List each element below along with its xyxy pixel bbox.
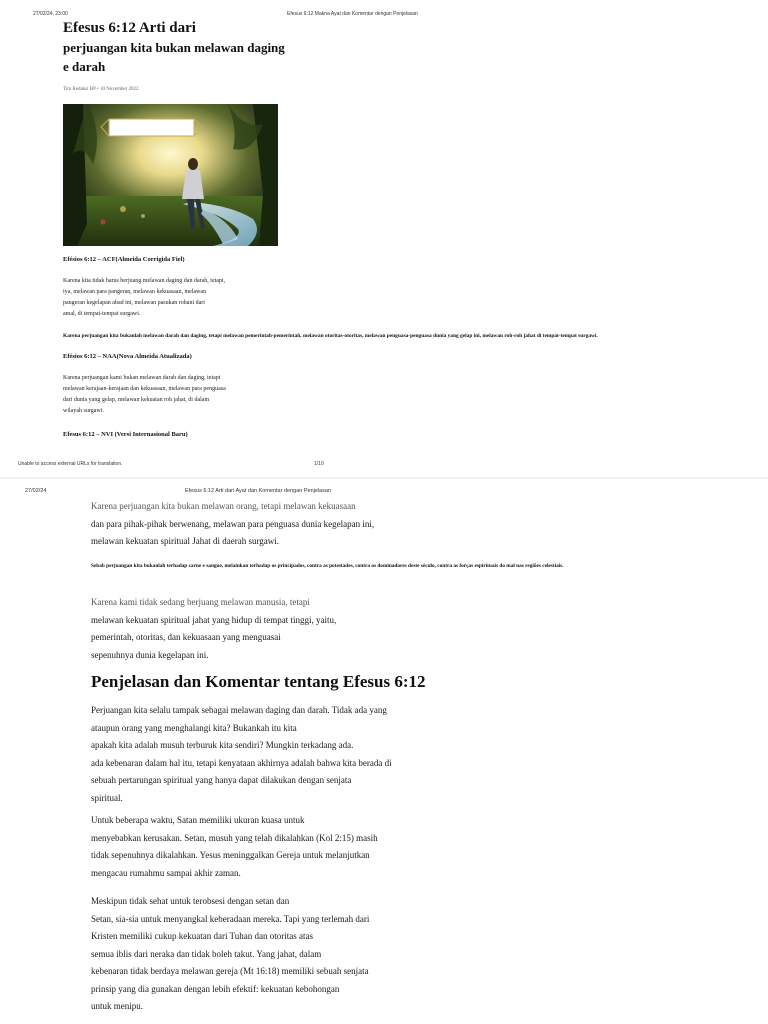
text-line: Karena perjuangan kami bukan melawan darah dan daging, tetapi	[63, 375, 221, 381]
paragraph-naa	[63, 373, 293, 417]
text-line: melawan kekuatan spiritual Jahat di daerah surgawi.	[91, 536, 280, 546]
text-line: dari dunia yang gelap, melawan kekuatan roh jahat, di dalam	[63, 397, 210, 403]
text-line: menyebabkan kerusakan. Setan, musuh yang telah dikalahkan (Kol 2:15) masih	[91, 832, 378, 843]
text-line: sebuah pertarungan spiritual yang hanya dapat dilakukan dengan senjata	[91, 775, 352, 785]
text-line: Meskipun tidak sehat untuk terobsesi dengan setan dan	[91, 896, 290, 906]
text-line: amal, di tempat-tempat surgawi.	[63, 311, 141, 317]
version-heading-acf: Efésios 6:12 – ACF(Almeida Corrigida Fiel)	[63, 256, 185, 263]
text-line: semua iblis dari neraka dan tidak boleh takut. Yang jahat, dalam	[91, 948, 322, 959]
bold-verse-line-2: Sebab perjuangan kita bukanlah terhadap carne e sangue, melainkan terhadap os principados, contra as potestades, contra os dominadores deste século, contra as forças espirituais do mal nas regiões celestiais.	[91, 563, 564, 569]
paragraph-nvi	[91, 498, 471, 551]
title-line-2: perjuangan kita bukan melawan daging	[63, 40, 285, 55]
text-line: pemerintah, otoritas, dan kekuasaan yang menguasai	[91, 632, 281, 642]
paragraph-5	[91, 812, 471, 882]
text-line: wilayah surgawi.	[63, 408, 104, 414]
text-line: tidak sepenuhnya dikalahkan. Yesus meninggalkan Gereja untuk melanjutkan	[91, 850, 370, 860]
title-line-1: Efesus 6:12 Arti dari	[63, 20, 196, 36]
text-line: iya, melawan para pangeran, melawan kekuasaan, melawan	[63, 289, 207, 295]
text-line: ada kebenaran dalam hal itu, tetapi kenyataan akhirnya adalah bahwa kita berada di	[91, 757, 392, 768]
paragraph-4	[91, 702, 471, 807]
text-line: Karena perjuangan kita bukan melawan orang, tetapi melawan kekuasaan	[91, 501, 356, 511]
paragraph-3	[91, 594, 471, 664]
text-line: apakah kita adalah musuh terburuk kita sendiri? Mungkin terkadang ada.	[91, 740, 354, 750]
text-line: Perjuangan kita selalu tampak sebagai melawan daging dan darah. Tidak ada yang	[91, 705, 387, 715]
text-line: Karena kita tidak harus berjuang melawan daging dan darah, tetapi,	[63, 278, 226, 284]
page-number: 1/10	[314, 461, 324, 467]
text-line: mengacau rumahmu sampai akhir zaman.	[91, 867, 241, 878]
hero-image	[63, 104, 278, 246]
version-heading-nvi: Efesus 6:12 – NVI (Versi Internasional Baru)	[63, 431, 188, 438]
text-line: Karena kami tidak sedang berjuang melawan manusia, tetapi	[91, 597, 310, 607]
text-line: untuk menipu.	[91, 1001, 143, 1011]
page2-header-title: Efesus 6:12 Arti dari Ayat dan Komentar dengan Penjelasan	[185, 488, 332, 494]
article-title	[63, 19, 293, 76]
text-line: sepenuhnya dunia kegelapan ini.	[91, 649, 209, 660]
text-line: prinsip yang dia gunakan dengan lebih efektif: kekuatan kebohongan	[91, 983, 340, 994]
text-line: kebenaran tidak berdaya melawan gereja (Mt 16:18) memiliki sebuah senjata	[91, 966, 369, 976]
text-line: pangeran kegelapan abad ini, melawan pasukan rohani dari	[63, 300, 205, 306]
text-line: spiritual.	[91, 792, 123, 803]
article-byline: Tim Redaksi BP • 10 November 2022	[63, 87, 139, 92]
section-heading: Penjelasan dan Komentar tentang Efesus 6:12	[91, 672, 426, 691]
version-heading-naa: Efésios 6:12 – NAA(Nova Almeida Atualizada)	[63, 353, 192, 360]
text-line: Untuk beberapa waktu, Satan memiliki ukuran kuasa untuk	[91, 815, 305, 825]
page-header-title: Efesus 6:12 Makna Ayat dan Komentar dengan Penjelasan	[287, 11, 418, 17]
paragraph-6	[91, 893, 471, 1016]
title-line-3: e darah	[63, 59, 106, 74]
text-line: Kristen memiliki cukup kekuatan dari Tuhan dan otoritas atas	[91, 931, 313, 941]
page-header-date: 27/02/24, 23:00	[33, 11, 68, 17]
forest-light-illustration	[63, 104, 278, 246]
text-line: dan para pihak-pihak berwenang, melawan para penguasa dunia kegelapan ini,	[91, 518, 375, 529]
page-separator	[0, 477, 768, 479]
page2-header-date: 27/02/24	[25, 488, 47, 494]
text-line: Setan, sia-sia untuk menyangkal keberadaan mereka. Tapi yang terlemah dari	[91, 913, 370, 924]
bold-verse-line: Karena perjuangan kita bukanlah melawan darah dan daging, tetapi melawan pemerintah-pemerintah, melawan otoritas-otoritas, melawan penguasa-penguasa dunia yang gelap ini, melawan roh-roh jahat di tempat-tempat surgawi.	[63, 333, 598, 339]
paragraph-acf	[63, 276, 293, 320]
text-line: melawan kekuatan spiritual jahat yang hidup di tempat tinggi, yaitu,	[91, 614, 337, 625]
page-footer-note: Unable to access external URLs for translation.	[18, 461, 123, 467]
text-line: melawan kerajaan-kerajaan dan kekuasaan, melawan para penguasa	[63, 386, 226, 392]
text-line: ataupun orang yang menghalangi kita? Bukankah itu kita	[91, 722, 297, 733]
